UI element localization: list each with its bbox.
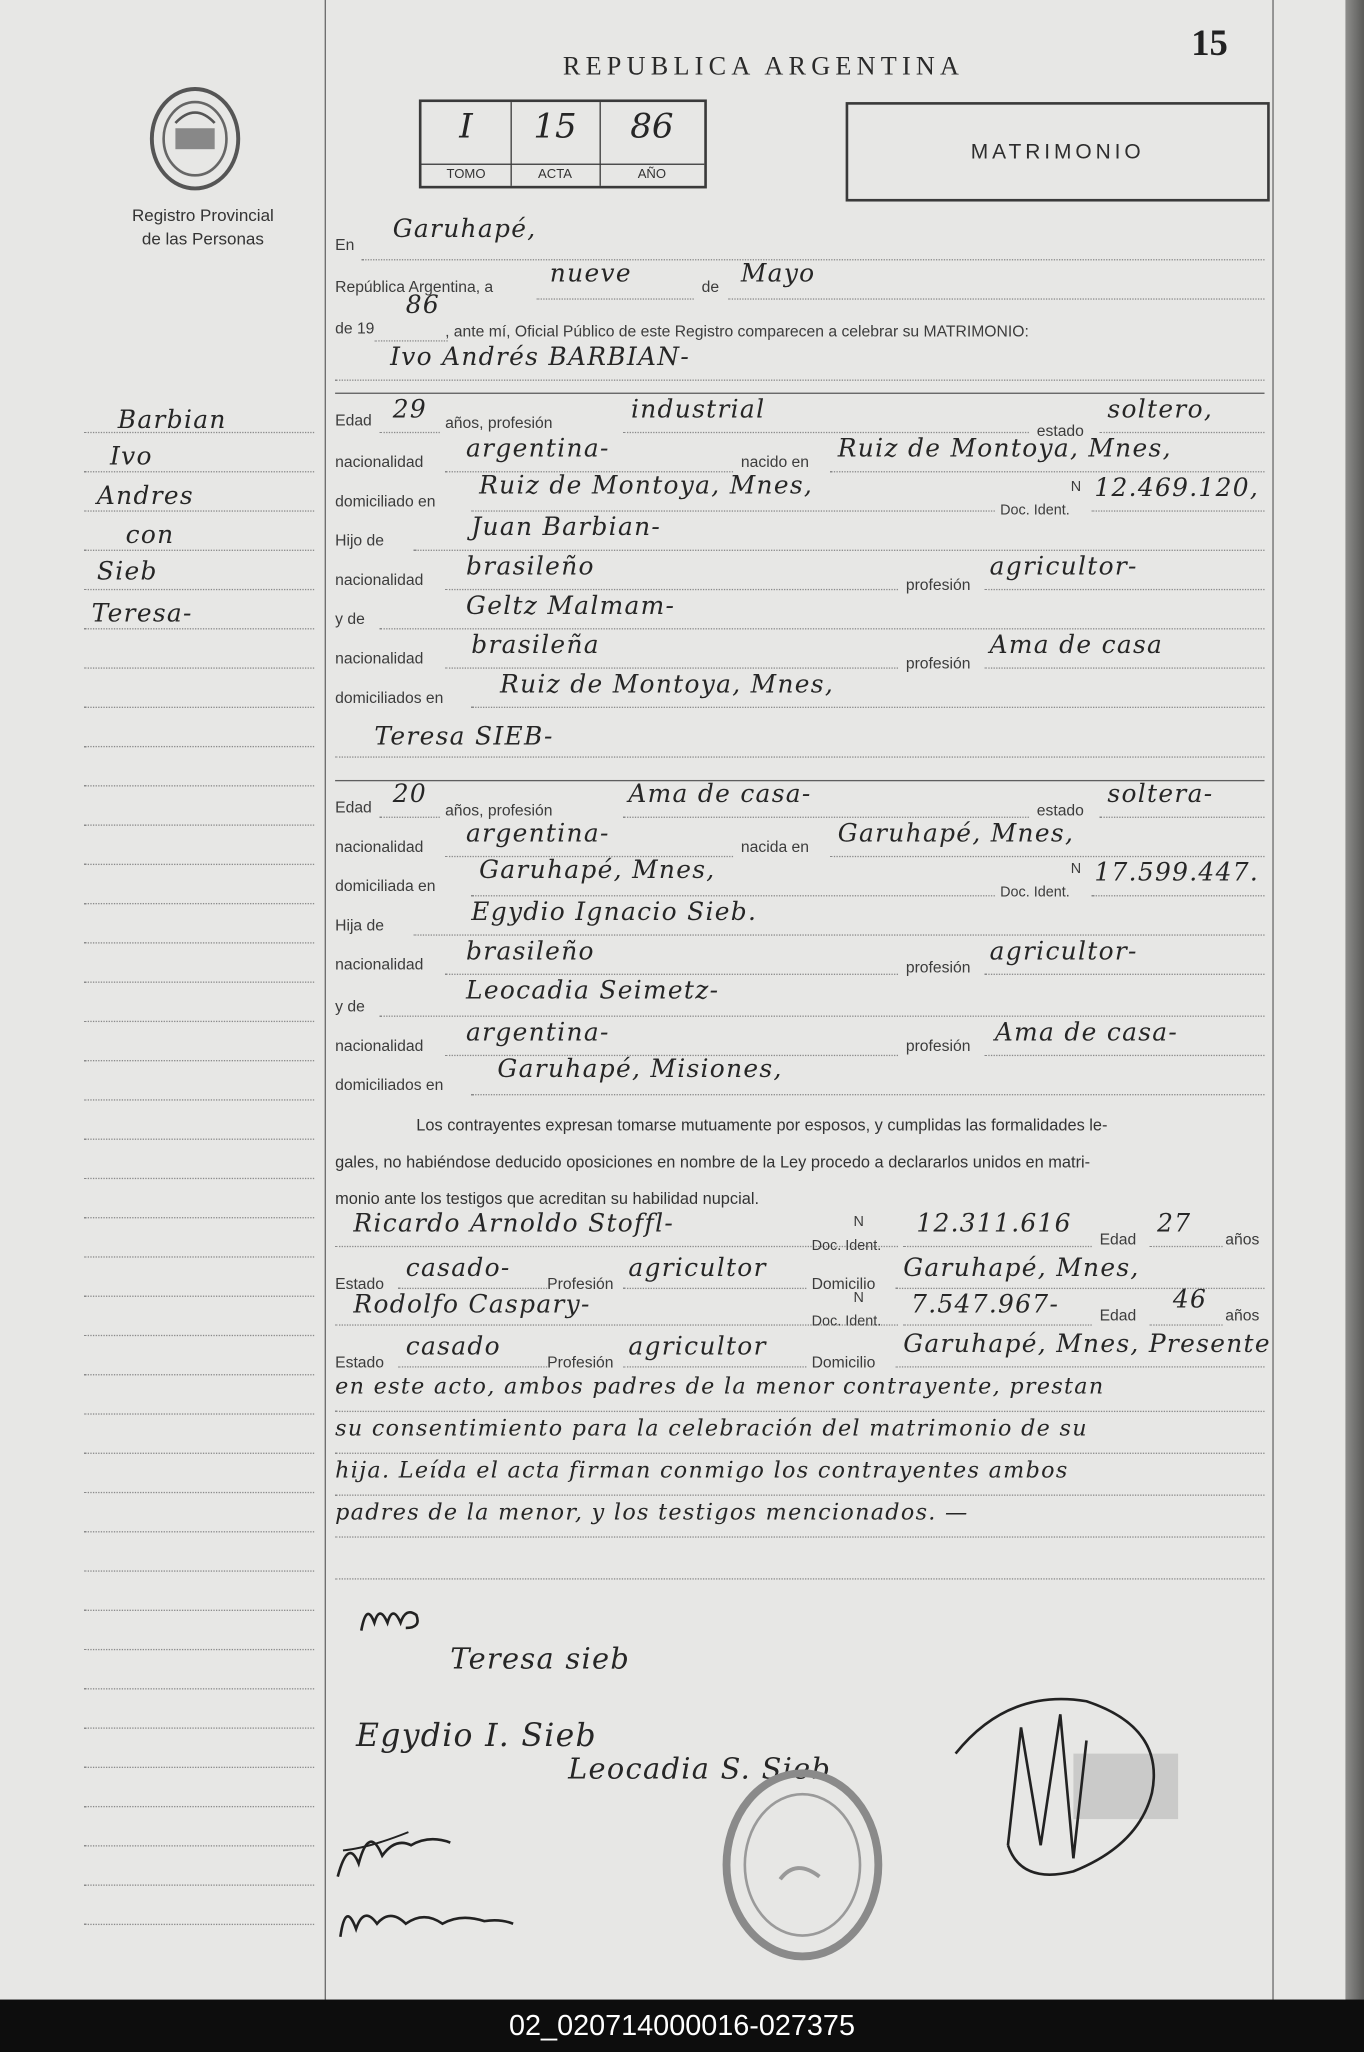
margin-rule-line [84,510,314,511]
margin-rule-line [84,1374,314,1375]
margin-rule-line [84,1217,314,1218]
label: nacionalidad [335,837,424,856]
label: y de [335,997,365,1016]
label: nacida en [740,837,810,856]
margin-rule-line [84,864,314,865]
note-line: su consentimiento para la celebración del matrimonio de su [335,1415,1088,1443]
margin-note-line: Barbian [117,405,227,435]
witness-2-estado: casado [405,1332,501,1362]
declaration-line: Los contrayentes expresan tomarse mutuamente por esposos, y cumplidas las formalidades le- [416,1116,1108,1135]
label: nacionalidad [335,452,424,472]
groom-birthplace: Ruiz de Montoya, Mnes, [837,434,1172,464]
groom-domicile: Ruiz de Montoya, Mnes, [479,471,814,500]
label: años, profesión [445,800,553,820]
label: N [853,1214,864,1231]
margin-rule-line [84,1139,314,1140]
bride-birthplace: Garuhapé, Mnes, [837,819,1075,849]
witness-2-domicile: Garuhapé, Mnes, Presente [903,1329,1271,1359]
appear-text: , ante mí, Oficial Público de este Registro comparecen a celebrar su MATRIMONIO: [445,321,1029,341]
groom-mother-profession: Ama de casa [989,630,1164,660]
bride-name: Teresa SIEB- [374,722,554,752]
year-prefix: de 19 [335,319,375,338]
book-edge [1346,0,1364,2000]
label: Hijo de [335,531,385,550]
bride-signature: Teresa sieb [450,1643,631,1677]
country-title: REPUBLICA ARGENTINA [562,52,965,82]
witness-1-signature [330,1811,461,1890]
registry-line-1: Registro Provincial [131,205,274,226]
page-number: 15 [1191,23,1228,65]
margin-rule-line [84,1021,314,1022]
registry-name [79,204,328,251]
label: nacionalidad [335,570,424,589]
margin-rule-line [84,1531,314,1532]
witness-1-estado: casado- [405,1253,511,1283]
margin-rule-line [84,1610,314,1611]
label: N [1070,478,1082,495]
anio-value: 86 [630,107,674,147]
groom-parents-domicile: Ruiz de Montoya, Mnes, [500,670,835,699]
margin-rule-line [84,942,314,943]
margin-rule-line [84,1924,314,1925]
bride-domicile: Garuhapé, Mnes, [479,855,716,885]
day: nueve [549,259,632,288]
margin-rule-line [84,707,314,708]
label: nacionalidad [335,649,424,668]
bride-doc: 17.599.447. [1094,858,1260,888]
label: Doc. Ident. [811,1238,882,1254]
label: Profesión [547,1353,614,1372]
tomo-acta-anio-box [419,99,707,188]
margin-rule-line [84,1688,314,1689]
anio-cell [600,102,705,186]
note-line: hija. Leída el acta firman conmigo los contrayentes ambos [335,1457,1069,1485]
bride-nationality: argentina- [466,819,610,849]
bride-father-nationality: brasileño [466,937,595,966]
margin-rule-line [84,1413,314,1414]
note-line: en este acto, ambos padres de la menor contrayente, prestan [335,1374,1105,1401]
groom-father-nationality: brasileño [466,552,595,582]
margin-note-line: Ivo [109,442,153,472]
bride-mother-nationality: argentina- [466,1018,610,1047]
label: estado [1036,421,1084,440]
margin-rule-line [84,667,314,668]
margin-rule-line [84,982,314,983]
witness-2-age: 46 [1172,1285,1208,1314]
witness-2-signature [330,1884,526,1949]
label: Doc. Ident. [1000,884,1070,901]
label: N [1070,861,1082,877]
margin-rule [325,0,326,2000]
republica-label: República Argentina, a [335,277,494,296]
bride-profession: Ama de casa- [628,779,812,809]
groom-name: Ivo Andrés BARBIAN- [390,342,691,372]
margin-rule-line [84,628,314,629]
margin-rule-line [84,1767,314,1768]
registry-stamp-icon [717,1767,887,1963]
official-signature [929,1675,1191,1897]
margin-note-line: Sieb [96,557,158,587]
margin-rule-line [84,785,314,786]
tomo-cell [422,102,512,186]
margin-note-line: Teresa- [91,599,193,629]
bride-father-profession: agricultor- [989,937,1138,966]
witness-1-name: Ricardo Arnoldo Stoffl- [353,1209,675,1239]
margin-rule-line [84,1453,314,1454]
margin-rule-line [84,589,314,590]
label: nacido en [740,452,810,472]
margin-rule-line [84,1335,314,1336]
margin-rule-line [84,1884,314,1885]
declaration-line: gales, no habiéndose deducido oposiciones en nombre de la Ley procedo a declararlos unidos en matri- [335,1152,1091,1172]
groom-doc: 12.469.120, [1094,473,1260,503]
label: años [1225,1230,1260,1249]
bride-parents-domicile: Garuhapé, Misiones, [497,1054,783,1084]
label: estado [1036,800,1084,820]
margin-rule-line [84,1727,314,1728]
bride-mother: Leocadia Seimetz- [466,976,720,1006]
margin-rule-line [84,1256,314,1257]
margin-rule-line [84,824,314,825]
label: Edad [335,798,372,817]
margin-rule-line [84,746,314,747]
year: 86 [405,290,441,320]
margin-rule-line [84,1649,314,1650]
bride-father: Egydio Ignacio Sieb. [471,897,758,927]
witness-2-name: Rodolfo Caspary- [353,1290,591,1320]
margin-rule-line [84,550,314,551]
note-line: padres de la menor, y los testigos mencionados. — [335,1499,969,1526]
de-label: de [701,277,720,296]
label: profesión [905,1036,971,1055]
label: Estado [335,1274,385,1293]
margin-rule-line [84,1806,314,1807]
father-signature: Egydio I. Sieb [356,1716,597,1754]
groom-father-profession: agricultor- [989,552,1138,582]
witness-1-doc: 12.311.616 [916,1209,1072,1239]
place: Garuhapé, [392,214,537,244]
act-type: MATRIMONIO [970,141,1145,164]
right-rule [1272,0,1273,2000]
margin-rule-line [84,1492,314,1493]
label: Domicilio [811,1353,876,1372]
act-type-box [846,102,1270,201]
label: Doc. Ident. [1000,502,1070,519]
witness-1-profession: agricultor [628,1253,767,1283]
label: domiciliados en [335,1075,444,1095]
label: profesión [905,654,971,673]
witness-1-domicile: Garuhapé, Mnes, [903,1253,1140,1283]
groom-father: Juan Barbian- [471,512,662,542]
margin-rule-line [84,1099,314,1100]
groom-estado: soltero, [1107,395,1214,425]
groom-nationality: argentina- [466,434,610,464]
groom-signature [353,1594,432,1641]
groom-age: 29 [392,395,427,425]
label: domiciliada en [335,876,436,896]
label: Domicilio [811,1274,876,1293]
witness-2-profession: agricultor [628,1332,767,1362]
groom-mother-nationality: brasileña [471,630,600,660]
label: Doc. Ident. [811,1313,882,1330]
provincial-seal-icon [147,84,244,194]
margin-rule-line [84,903,314,904]
acta-label: ACTA [511,164,600,186]
groom-mother: Geltz Malmam- [466,591,676,621]
acta-cell [511,102,601,186]
label: años, profesión [445,413,553,432]
label: Edad [335,410,372,430]
acta-value: 15 [533,107,577,147]
label: domiciliados en [335,688,444,707]
bride-mother-profession: Ama de casa- [994,1018,1179,1047]
label: Edad [1099,1306,1137,1325]
label: domiciliado en [335,492,436,511]
tomo-label: TOMO [422,164,511,186]
label: Profesión [547,1274,614,1293]
declaration-line: monio ante los testigos que acreditan su habilidad nupcial. [335,1189,760,1208]
label: y de [335,609,365,629]
tomo-value: I [459,107,473,147]
margin-rule-line [84,1845,314,1846]
label: años [1225,1306,1260,1325]
label: Hija de [335,916,385,935]
anio-label: AÑO [600,164,705,186]
margin-rule-line [84,471,314,472]
margin-rule-line [84,1060,314,1061]
label: Estado [335,1353,385,1372]
witness-2-doc: 7.547.967- [911,1290,1060,1320]
label: N [853,1290,864,1307]
label: nacionalidad [335,955,424,974]
image-identifier: 02_020714000016-027375 [0,2000,1364,2052]
margin-rule-line [84,1296,314,1297]
margin-rule-line [84,1570,314,1571]
margin-note-line: Andres [96,481,195,511]
label: profesión [905,575,971,595]
groom-profession: industrial [630,395,766,425]
margin-rule-line [84,1178,314,1179]
label: nacionalidad [335,1036,424,1055]
en-label: En [335,235,355,254]
margin-note-line: con [125,520,175,550]
bride-estado: soltera- [1107,779,1214,809]
label: Edad [1099,1230,1137,1249]
bride-age: 20 [392,779,427,809]
mother-signature: Leocadia S. Sieb [568,1753,832,1787]
label: profesión [905,957,971,977]
month: Mayo [740,259,816,288]
registry-line-2: de las Personas [141,229,264,249]
witness-1-age: 27 [1157,1209,1192,1239]
